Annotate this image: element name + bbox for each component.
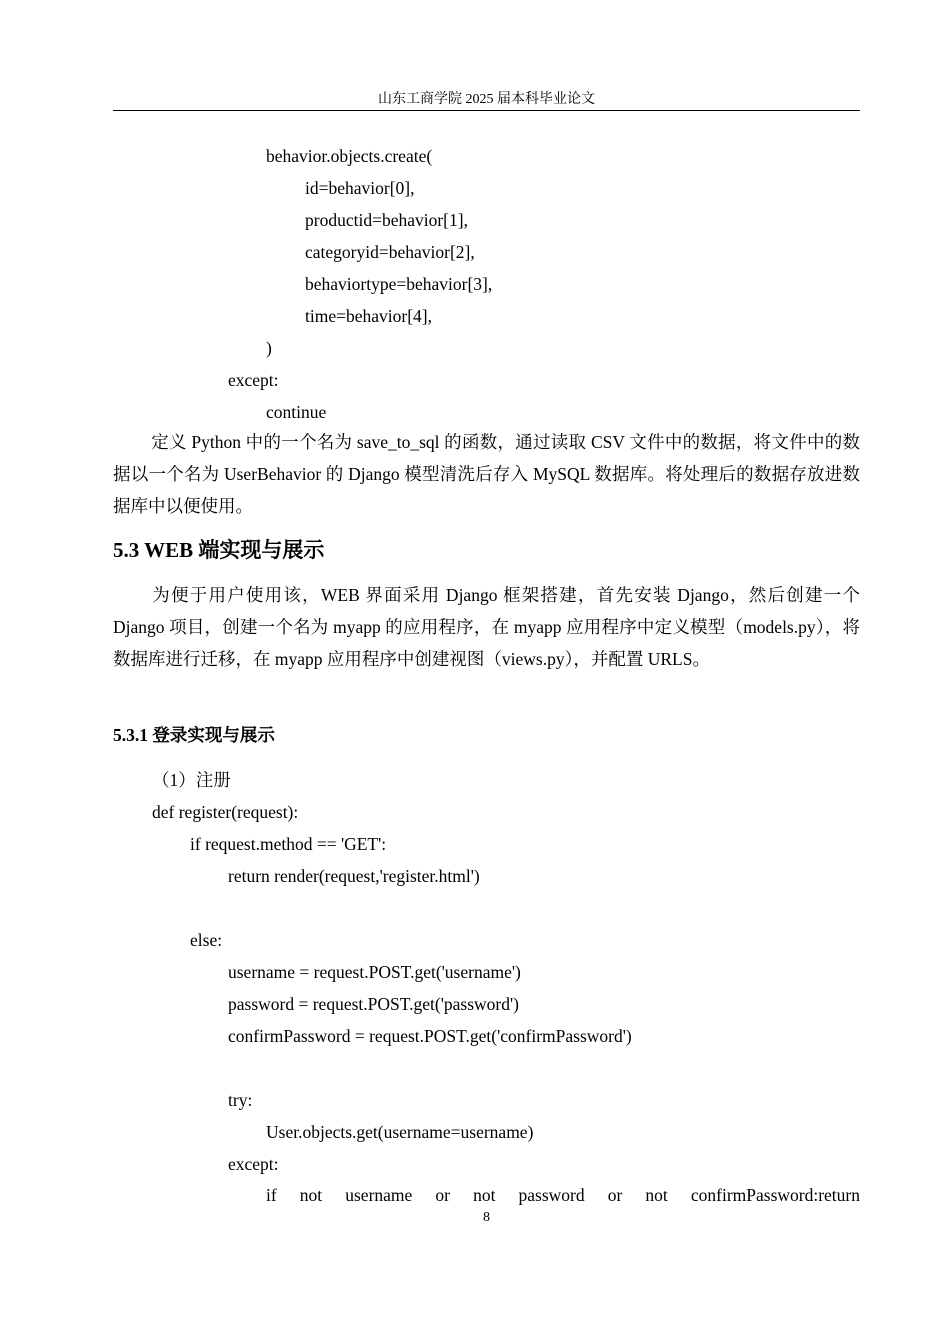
subsection-heading: 5.3.1 登录实现与展示 [113,725,275,745]
code-line: id=behavior[0], [305,178,415,198]
code-line: User.objects.get(username=username) [266,1122,534,1142]
code-line: password = request.POST.get('password') [228,994,519,1014]
running-header: 山东工商学院 2025 届本科毕业论文 [378,92,595,107]
code-line: behavior.objects.create( [266,146,433,166]
body-paragraph: 定义 Python 中的一个名为 save_to_sql 的函数，通过读取 CSV 文件中的数据，将文件中的数据以一个名为 UserBehavior 的 Django 模型清洗后存入 MySQL 数据库。将处理后的数据存放进数据库中以便使用。 [113,432,860,516]
code-line: try: [228,1090,253,1110]
code-line: time=behavior[4], [305,306,432,326]
code-line: def register(request): [152,802,299,822]
code-line: else: [190,930,223,950]
code-line: if not username or not password or not confirmPassword:return [266,1185,860,1205]
code-line: except: [228,1154,279,1174]
body-paragraph: 为便于用户使用该，WEB 界面采用 Django 框架搭建，首先安装 Django，然后创建一个 Django 项目，创建一个名为 myapp 的应用程序，在 myapp 应用程序中定义模型（models.py），将数据库进行迁移，在 myapp 应用程序中创建视图（views.py），并配置 URLS。 [113,585,860,669]
code-line: productid=behavior[1], [305,210,468,230]
code-line: if request.method == 'GET': [190,834,387,854]
code-line: categoryid=behavior[2], [305,242,475,262]
code-line: except: [228,370,279,390]
code-line: continue [266,402,327,422]
section-heading: 5.3 WEB 端实现与展示 [113,538,325,562]
code-line: username = request.POST.get('username') [228,962,521,982]
code-line: return render(request,'register.html') [228,866,480,886]
page-number: 8 [483,1210,490,1225]
code-line: confirmPassword = request.POST.get('confirmPassword') [228,1026,632,1046]
code-line: ) [266,338,272,358]
header-rule [113,110,860,111]
list-item-label: （1）注册 [152,770,231,790]
code-line: behaviortype=behavior[3], [305,274,493,294]
